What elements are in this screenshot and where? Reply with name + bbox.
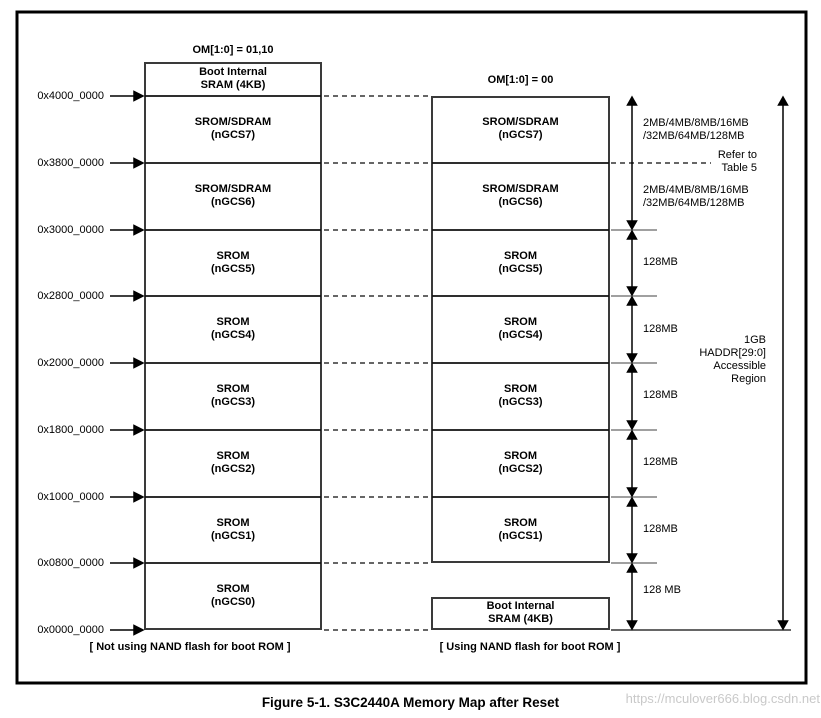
memory-block-label [432, 383, 609, 409]
size-128mb-label: 128 MB [643, 584, 681, 596]
address-arrow-icon [110, 226, 143, 235]
size-128mb-label: 128MB [643, 523, 678, 535]
block-label-line: (nGCS7) [211, 129, 255, 141]
block-label-line: SRAM (4KB) [488, 613, 553, 625]
double-arrow-icon [628, 297, 637, 362]
block-label-line: (nGCS2) [211, 463, 255, 475]
block-label-line: (nGCS4) [498, 329, 543, 341]
address-label: 0x1000_0000 [37, 491, 104, 503]
annotation-line: Region [731, 373, 766, 385]
address-label: 0x3000_0000 [37, 224, 104, 236]
block-label-line: SROM [216, 383, 250, 395]
double-arrow-icon [628, 564, 637, 629]
address-label: 0x1800_0000 [37, 424, 104, 436]
block-label-line: SROM/SDRAM [194, 116, 272, 128]
block-label-line: (nGCS2) [498, 463, 543, 475]
address-arrow-icon [110, 426, 143, 435]
block-label-line: (nGCS6) [498, 196, 543, 208]
accessible-region-annotation [646, 334, 766, 386]
block-label-line: SROM [504, 383, 537, 395]
address-label: 0x3800_0000 [37, 157, 104, 169]
block-label-line: SROM [504, 517, 537, 529]
memory-block-label [145, 250, 321, 276]
address-arrow-icon [110, 92, 143, 101]
memory-block-label [432, 316, 609, 342]
block-label-line: SROM [216, 250, 250, 262]
address-arrow-icon [110, 292, 143, 301]
address-label: 0x4000_0000 [37, 90, 104, 102]
memory-block-label [145, 183, 321, 209]
boot-sram-block-label [432, 600, 609, 626]
column-boxes [145, 63, 609, 629]
block-label-line: (nGCS5) [211, 263, 255, 275]
address-arrow-icon [110, 559, 143, 568]
memory-block-label [145, 116, 321, 142]
annotation-line: /32MB/64MB/128MB [643, 197, 745, 209]
block-label-line: (nGCS4) [211, 329, 255, 341]
memory-block-label [145, 383, 321, 409]
block-label-line: SROM [504, 450, 537, 462]
address-pointer-arrows [110, 92, 143, 635]
block-label-line: (nGCS1) [498, 530, 543, 542]
size-128mb-label: 128MB [643, 323, 678, 335]
block-label-line: (nGCS5) [498, 263, 543, 275]
address-label: 0x2000_0000 [37, 357, 104, 369]
memory-block-label [145, 583, 321, 609]
size-bracket-lines [611, 163, 791, 630]
block-label-line: (nGCS6) [211, 196, 255, 208]
double-arrow-icon [628, 97, 637, 229]
block-label-line: (nGCS0) [211, 596, 255, 608]
block-label-line: SROM [216, 583, 250, 595]
block-label-line: SROM/SDRAM [482, 116, 559, 128]
refer-table-annotation [647, 149, 757, 175]
block-label-line: SRAM (4KB) [200, 79, 266, 91]
size-128mb-label: 128MB [643, 256, 678, 268]
address-arrow-icon [110, 626, 143, 635]
watermark-text: https://mculover666.blog.csdn.net [625, 691, 820, 706]
annotation-line: /32MB/64MB/128MB [643, 130, 745, 142]
block-label-line: (nGCS3) [498, 396, 543, 408]
annotation-line: HADDR[29:0] [699, 347, 766, 359]
memory-block-label [432, 450, 609, 476]
block-label-line: SROM [216, 450, 250, 462]
size-128mb-label: 128MB [643, 456, 678, 468]
address-label: 0x0800_0000 [37, 557, 104, 569]
block-label-line: (nGCS1) [211, 530, 255, 542]
annotation-line: 1GB [743, 334, 766, 346]
figure-caption: Figure 5-1. S3C2440A Memory Map after Reset [261, 695, 560, 710]
column-connector-dashed-lines [324, 96, 429, 630]
memory-block-label [432, 116, 609, 142]
annotation-line: Accessible [713, 360, 766, 372]
annotation-line: 2MB/4MB/8MB/16MB [643, 117, 749, 129]
block-label-line: SROM [504, 316, 537, 328]
accessible-region-arrow [779, 97, 788, 629]
block-label-line: Boot Internal [199, 66, 267, 78]
address-label: 0x2800_0000 [37, 290, 104, 302]
size-128mb-label: 128MB [643, 389, 678, 401]
left-column-box [145, 63, 321, 629]
double-arrow-icon [628, 364, 637, 429]
block-label-line: SROM [216, 316, 250, 328]
memory-block-label [145, 316, 321, 342]
left-column-footer: [ Not using NAND flash for boot ROM ] [89, 641, 291, 653]
block-label-line: SROM/SDRAM [482, 183, 559, 195]
right-om-mode-label: OM[1:0] = 00 [487, 74, 554, 86]
double-arrow-icon [779, 97, 788, 629]
address-arrow-icon [110, 493, 143, 502]
memory-block-label [145, 450, 321, 476]
memory-block-label [432, 183, 609, 209]
annotation-line: Refer to [717, 149, 757, 161]
left-om-mode-label: OM[1:0] = 01,10 [192, 44, 274, 56]
memory-block-label [432, 250, 609, 276]
annotation-line: 2MB/4MB/8MB/16MB [643, 184, 749, 196]
block-label-line: SROM/SDRAM [194, 183, 272, 195]
block-label-line: Boot Internal [486, 600, 555, 612]
address-label: 0x0000_0000 [37, 624, 104, 636]
double-arrow-icon [628, 431, 637, 496]
block-label-line: SROM [504, 250, 537, 262]
block-label-line: (nGCS7) [498, 129, 543, 141]
double-arrow-icon [628, 231, 637, 295]
annotation-line: Table 5 [721, 162, 757, 174]
ngcs6-size-annotation [643, 184, 749, 210]
ngcs7-size-annotation [643, 117, 749, 143]
address-arrow-icon [110, 159, 143, 168]
right-column-footer: [ Using NAND flash for boot ROM ] [439, 641, 621, 653]
address-arrow-icon [110, 359, 143, 368]
block-label-line: (nGCS3) [211, 396, 255, 408]
memory-block-label [145, 517, 321, 543]
memory-block-label [432, 517, 609, 543]
block-label-line: SROM [216, 517, 250, 529]
double-arrow-icon [628, 498, 637, 562]
memory-block-label [145, 66, 321, 92]
